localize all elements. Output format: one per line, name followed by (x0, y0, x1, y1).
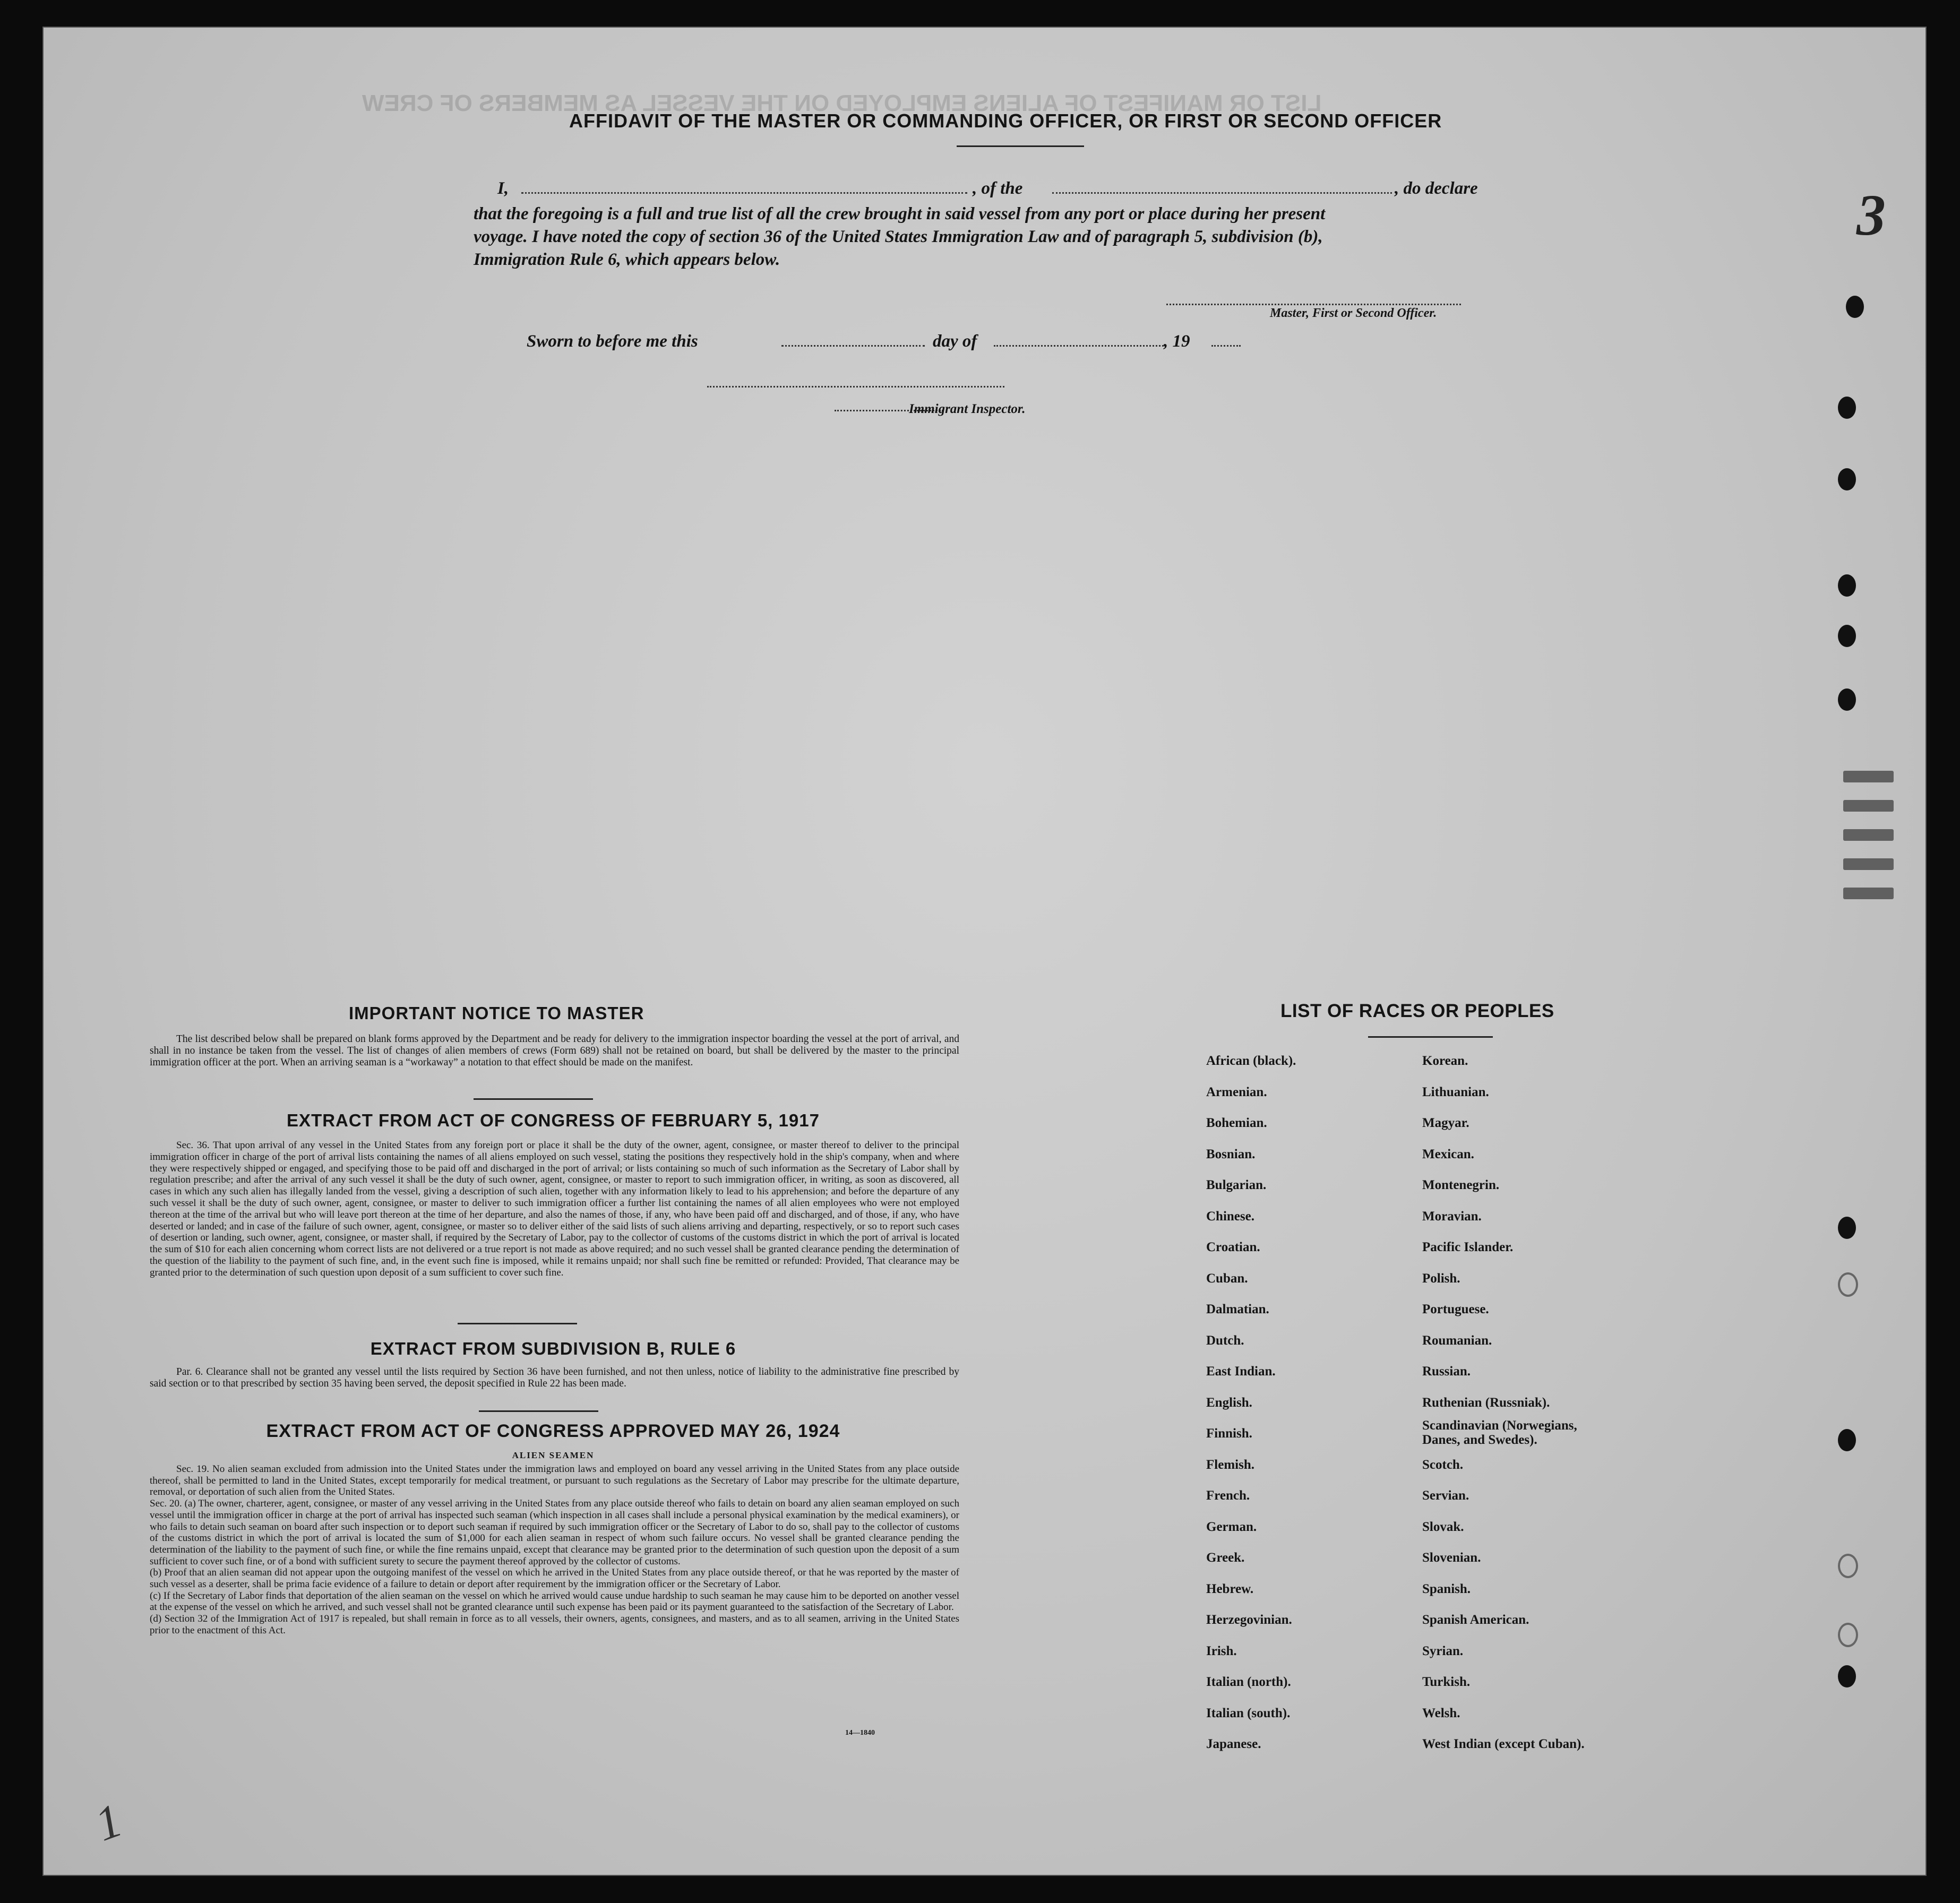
races-left-column (1206, 1046, 1296, 1760)
race-item: Portuguese. (1422, 1302, 1489, 1316)
affidavit-line3: voyage. I have noted the copy of section 36 of the United States Immigration Law and of paragraph 5, subdivision (b), (474, 227, 1323, 246)
races-title: LIST OF RACES OR PEOPLES (1280, 1001, 1554, 1021)
immigrant-inspector-label: Immigrant Inspector. (909, 402, 1026, 416)
affidavit-i: I, (497, 179, 509, 198)
races-right-column (1422, 1046, 1613, 1760)
race-item: Magyar. (1422, 1116, 1469, 1130)
sworn-year-field[interactable] (1211, 345, 1241, 347)
race-item: Polish. (1422, 1271, 1460, 1286)
binding-tab (1843, 771, 1894, 782)
race-item: Syrian. (1422, 1643, 1464, 1658)
punch-hole (1838, 397, 1856, 419)
affidavit-of-the: , of the (973, 179, 1023, 198)
race-item: Slovak. (1422, 1519, 1464, 1534)
binding-tab (1843, 829, 1894, 841)
race-item: Turkish. (1422, 1675, 1471, 1689)
affidavit-line4: Immigration Rule 6, which appears below. (474, 250, 780, 269)
sworn-day-field[interactable] (781, 345, 925, 347)
race-item: East Indian. (1206, 1364, 1276, 1379)
race-item: Slovenian. (1422, 1551, 1481, 1565)
race-item: Ruthenian (Russniak). (1422, 1395, 1550, 1410)
race-item: Finnish. (1206, 1426, 1252, 1441)
race-item: Korean. (1422, 1054, 1468, 1068)
races-title-rule (1368, 1036, 1493, 1038)
act1924-title: EXTRACT FROM ACT OF CONGRESS APPROVED MAY 26, 1924 (266, 1421, 840, 1441)
inspector-signature-field-top[interactable] (707, 386, 1004, 388)
affidavit-line2: that the foregoing is a full and true list of all the crew brought in said vessel from any port or place during her present (474, 204, 1326, 223)
rule6-rule (479, 1410, 598, 1412)
notice-text: The list described below shall be prepared on blank forms approved by the Department and be ready for delivery to the immigration inspector boarding the vessel at the port of arrival, and shall in no instance be taken from the vessel. The list of changes of alien members of crews (Form 689) shall not be retained on board, but shall be delivered by the master to the principal immigration officer at the port. When an arriving seaman is a “workaway” a notation to that effect should be made on the manifest. (150, 1034, 959, 1068)
punch-hole (1838, 574, 1856, 597)
vessel-name-field[interactable] (1052, 192, 1392, 194)
race-item: Herzegovinian. (1206, 1613, 1292, 1627)
affidavit-declare: , do declare (1395, 179, 1478, 198)
race-item: Russian. (1422, 1364, 1471, 1379)
master-signature-label: Master, First or Second Officer. (1270, 306, 1437, 320)
race-item: African (black). (1206, 1054, 1296, 1068)
binding-tab (1843, 888, 1894, 899)
race-item: Mexican. (1422, 1147, 1474, 1161)
declarant-name-field[interactable] (521, 192, 967, 194)
race-item: Scotch. (1422, 1457, 1464, 1472)
notice-rule (474, 1098, 593, 1100)
race-item: Moravian. (1422, 1209, 1482, 1224)
race-item: Hebrew. (1206, 1581, 1254, 1596)
punch-hole (1838, 688, 1856, 711)
punch-hole (1838, 1217, 1856, 1239)
sworn-year-prefix: , 19 (1164, 332, 1190, 351)
act1924-text: Sec. 19. No alien seaman excluded from admission into the United States under the immigration laws and employed on board any vessel arriving in the United States from any place outside thereof, shall be permitted to land in the United States, except temporarily for medical treatment, or pursuant to such regulations as the Secretary of Labor may prescribe for the ultimate departure, removal, or deportation of such alien from the United States. Sec. 20. (a) The owner, charterer, agent, consignee, or master of any vessel arriving in the United States from any place outside thereof who fails to detain on board any alien seaman employed on such vessel until the immigration officer in charge at the port of arrival has inspected such seaman (which inspection in all cases shall include a personal physical examination by the medical examiners), or who fails to detain such seaman on board after such inspection or to deport such seaman if required by such immigration officer or the Secretary of Labor to do so, shall pay to the collector of customs of the customs district in which the port of arrival is located the sum of $1,000 for each alien seaman in respect of whom such failure occurs. No vessel shall be granted clearance pending the determination of the liability to the payment of such fine, or while the fine remains unpaid, except that clearance may be granted prior to the determination of such question upon the deposit of a sum sufficient to cover such fine, or of a bond with sufficient surety to secure the payment thereof approved by the collector of customs. (b) Proof that an alien seaman did not appear upon the outgoing manifest of the vessel on which he arrived in the United States from any place outside thereof, or that he was reported by the master of such vessel as a deserter, shall be prima facie evidence of a failure to detain or deport after requirement by the immigration officer or the Secretary of Labor. (c) If the Secretary of Labor finds that deportation of the alien seaman on the vessel on which he arrived would cause undue hardship to such seaman he may cause him to be deported on another vessel at the expense of the vessel on which he arrived, and such vessel shall not be granted clearance until such expense has been paid or its payment guaranteed to the satisfaction of the Secretary of Labor. (d) Section 32 of the Immigration Act of 1917 is repealed, but shall remain in force as to all vessels, their owners, agents, consignees, and masters, and as to all seamen, arriving in the United States prior to the enactment of this Act. (150, 1463, 959, 1636)
race-item: English. (1206, 1395, 1252, 1410)
race-item: Bulgarian. (1206, 1178, 1267, 1192)
race-item: Japanese. (1206, 1737, 1261, 1751)
race-item: Flemish. (1206, 1457, 1254, 1472)
race-item: Bohemian. (1206, 1116, 1267, 1130)
race-item: Welsh. (1422, 1706, 1460, 1720)
punch-hole (1838, 625, 1856, 647)
punch-hole (1838, 1429, 1856, 1451)
race-item: Italian (south). (1206, 1706, 1291, 1720)
race-item: Croatian. (1206, 1240, 1260, 1254)
form-number: 14—1840 (845, 1729, 875, 1737)
race-item: Dutch. (1206, 1333, 1244, 1348)
race-item: Cuban. (1206, 1271, 1248, 1286)
binding-tab (1843, 858, 1894, 870)
race-item: French. (1206, 1488, 1250, 1503)
race-item: German. (1206, 1519, 1257, 1534)
race-item: Montenegrin. (1422, 1178, 1500, 1192)
race-item: Chinese. (1206, 1209, 1254, 1224)
rule6-text: Par. 6. Clearance shall not be granted any vessel until the lists required by Section 36 have been furnished, and not then unless, notice of liability to the administrative fine prescribed by said section or to that prescribed by section 35 having been served, the deposit specified in Rule 22 has been made. (150, 1366, 959, 1389)
master-signature-field[interactable] (1166, 304, 1461, 305)
race-item: Spanish. (1422, 1581, 1471, 1596)
race-item: Servian. (1422, 1488, 1469, 1503)
race-item: Dalmatian. (1206, 1302, 1269, 1316)
sworn-day-of: day of (933, 332, 977, 351)
affidavit-line1 (497, 177, 1554, 202)
punch-hole (1838, 1272, 1858, 1297)
race-item: Lithuanian. (1422, 1084, 1489, 1099)
bleed-through-header: LIST OR MANIFEST OF ALIENS EMPLOYED ON THE VESSEL AS MEMBERS OF CREW (362, 90, 1322, 116)
handwritten-mark: 1 (88, 1794, 129, 1852)
handwritten-page-number: 3 (1856, 183, 1886, 247)
act1924-subtitle: ALIEN SEAMEN (512, 1450, 595, 1460)
race-item: Spanish American. (1422, 1613, 1529, 1627)
race-item: Pacific Islander. (1422, 1240, 1514, 1254)
race-item: Irish. (1206, 1643, 1237, 1658)
race-item: Armenian. (1206, 1084, 1267, 1099)
act1917-title: EXTRACT FROM ACT OF CONGRESS OF FEBRUARY 5, 1917 (287, 1110, 820, 1130)
punch-hole (1838, 1554, 1858, 1578)
race-item: Scandinavian (Norwegians, Danes, and Swedes). (1422, 1418, 1577, 1447)
sworn-line (527, 330, 1270, 355)
punch-hole (1838, 1623, 1858, 1647)
binding-tab (1843, 800, 1894, 812)
document-sheet (42, 27, 1927, 1876)
race-item: Greek. (1206, 1551, 1245, 1565)
sworn-text: Sworn to before me this (527, 332, 698, 351)
race-item: Bosnian. (1206, 1147, 1256, 1161)
sworn-month-field[interactable] (994, 345, 1164, 347)
punch-hole (1846, 296, 1864, 318)
act1917-text: Sec. 36. That upon arrival of any vessel in the United States from any foreign port or place it shall be the duty of the owner, agent, consignee, or master thereof to deliver to the principal immigration officer in charge of the port of arrival lists containing the names of all aliens employed on such vessel, stating the positions they respectively hold in the ship's company, when and where they were respectively shipped or engaged, and specifying those to be paid off and discharged in the port of arrival; or lists containing so much of such information as the Secretary of Labor shall by regulation prescribe; and after the arrival of any such vessel it shall be the duty of such owner, agent, consignee, or master to report to such immigration officer, in writing, as soon as discovered, all cases in which any such alien has illegally landed from the vessel, giving a description of such alien, together with any information likely to lead to his apprehension; and before the departure of any such vessel it shall be the duty of such owner, agent, consignee, or master to deliver to such immigration officer a further list containing the names of all alien employees who were not employed thereon at the time of the arrival but who will leave port thereon at the time of her departure, and also the names of those, if any, who have been paid off and discharged, and of those, if any, who have deserted or landed; and in case of the failure of such owner, agent, consignee, or master so to deliver either of the said lists of such aliens arriving and departing, respectively, or so to report such cases of desertion or landing, such owner, agent, consignee, or master shall, if required by the Secretary of Labor, pay to the collector of customs of the customs district in which the port of arrival is located the sum of $10 for each alien concerning whom correct lists are not delivered or a true report is not made as above required; and no such vessel shall be granted clearance pending the determination of the question of the liability to the payment of such fine, and, in the event such fine is imposed, while it remains unpaid; nor shall such fine be remitted or refunded: Provided, That clearance may be granted prior to the determination of such question upon deposit of a sum sufficient to cover such fine. (150, 1140, 959, 1278)
race-item: West Indian (except Cuban). (1422, 1737, 1585, 1751)
rule6-title: EXTRACT FROM SUBDIVISION B, RULE 6 (370, 1339, 736, 1358)
affidavit-title-rule (957, 145, 1084, 147)
act1917-rule (458, 1323, 577, 1324)
race-item: Roumanian. (1422, 1333, 1492, 1348)
notice-title: IMPORTANT NOTICE TO MASTER (349, 1003, 644, 1023)
punch-hole (1838, 468, 1856, 490)
affidavit-title: AFFIDAVIT OF THE MASTER OR COMMANDING OFFICER, OR FIRST OR SECOND OFFICER (569, 110, 1442, 132)
race-item: Italian (north). (1206, 1675, 1291, 1689)
punch-hole (1838, 1665, 1856, 1687)
